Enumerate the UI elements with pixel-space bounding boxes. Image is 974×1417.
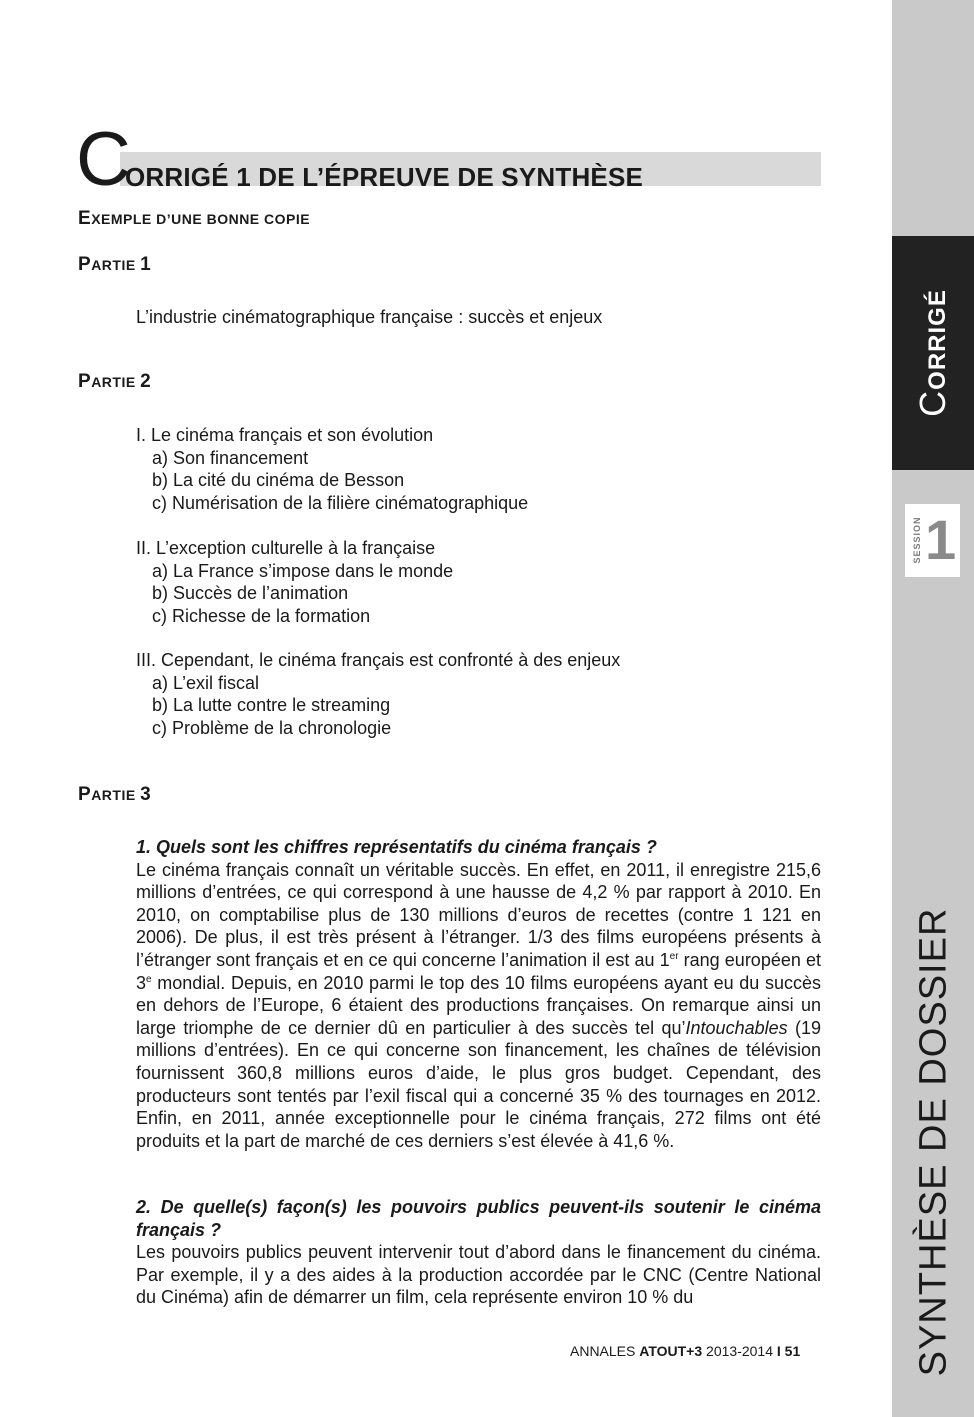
plan-item: c) Richesse de la formation: [152, 605, 371, 626]
section-tab-corrige: [892, 236, 974, 470]
plan-item: a) L’exil fiscal: [152, 672, 260, 693]
title-initial: C: [76, 117, 131, 202]
vertical-section-title: SYNTHÈSE DE DOSSIER: [912, 907, 955, 1377]
plan-item: b) Succès de l’animation: [152, 583, 349, 604]
plan-item: b) La cité du cinéma de Besson: [152, 470, 405, 491]
question-2: 2. De quelle(s) façon(s) les pouvoirs publics peuvent-ils soutenir le cinéma français ?: [136, 1197, 821, 1240]
answer-2: Les pouvoirs publics peuvent intervenir tout d’abord dans le financement du cinéma. Par exemple, il y a des aides à la production accordée par le CNC (Centre National du Cinéma) afin de démarrer un film, cela représente environ 10 % du: [136, 1242, 821, 1308]
page-footer: ANNALES ATOUT+3 2013-2014 I 51: [570, 1343, 801, 1359]
page-title: ORRIGÉ 1 DE L’ÉPREUVE DE SYNTHÈSE: [125, 162, 644, 192]
plan-item: a) La France s’impose dans le monde: [152, 560, 454, 581]
section-tab-label: CORRIGÉ: [912, 289, 953, 417]
plan-section-2: [136, 537, 453, 627]
plan-section-title: III. Cependant, le cinéma français est confronté à des enjeux: [136, 650, 621, 670]
plan-section-title: II. L’exception culturelle à la française: [136, 538, 436, 558]
answer-1: Le cinéma français connaît un véritable succès. En effet, en 2011, il enregistre 215,6 millions d’entrées, ce qui correspond à une hausse de 4,2 % par rapport à 2010. En 2010, on comptabilise plus de 130 millions d’euros de recettes (contre 1 121 en 2006). De plus, il est très présent à l’étranger. 1/3 des films européens présents à l’étranger sont français et en ce qui concerne l’animation il est au 1er rang européen et 3e mondial. Depuis, en 2010 parmi le top des 10 films européens ayant eu du succès en dehors de l’Europe, 6 étaient des productions françaises. On remarque ainsi un large triomphe de ce dernier dû en particulier à des succès tel qu’Intouchables (19 millions d’entrées). En ce qui concerne son financement, les chaînes de télévision fournissent 360,8 millions euros d’aide, le plus gros budget. Cependant, des producteurs sont tentés par l’exil fiscal qui a concerné 35 % des tournages en 2012. Enfin, en 2011, année exceptionnelle pour le cinéma français, 272 films ont été produits et la part de marché de ces derniers s’est élevée à 41,6 %.: [136, 859, 821, 1151]
question-1: 1. Quels sont les chiffres représentatifs du cinéma français ?: [136, 837, 657, 857]
partie-1-text: L’industrie cinématographique française : succès et enjeux: [136, 307, 603, 327]
subtitle: EXEMPLE D’UNE BONNE COPIE: [78, 208, 311, 229]
question-1-block: [136, 836, 821, 1152]
session-number: 1: [925, 508, 957, 571]
partie-2-heading: PARTIE 2: [78, 371, 152, 392]
plan-item: b) La lutte contre le streaming: [152, 695, 391, 716]
session-badge: [905, 504, 960, 577]
question-2-block: [136, 1196, 821, 1309]
plan-section-3: [136, 649, 620, 739]
plan-section-title: I. Le cinéma français et son évolution: [136, 425, 434, 445]
plan-section-1: [136, 424, 528, 514]
plan-item: c) Numérisation de la filière cinématographique: [152, 492, 529, 513]
plan-item: a) Son financement: [152, 447, 309, 468]
session-label: SESSION: [912, 516, 922, 564]
partie-1-heading: PARTIE 1: [78, 254, 152, 275]
partie-3-heading: PARTIE 3: [78, 784, 152, 805]
page-number: I 51: [776, 1343, 801, 1359]
plan-item: c) Problème de la chronologie: [152, 717, 392, 738]
